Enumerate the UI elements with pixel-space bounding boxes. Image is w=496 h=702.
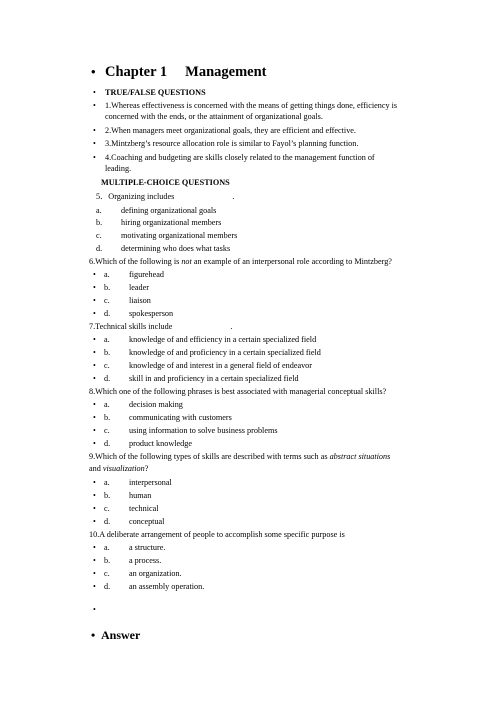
option-letter: b. [96,218,103,227]
option-text: spokesperson [129,309,174,318]
option-letter: a. [104,478,110,487]
question-stem: 5．Organizing includes [96,192,175,201]
option-text: a structure. [129,543,166,552]
bullet: • [93,569,96,578]
question-end: . [230,322,233,331]
question-stem: and [89,464,103,473]
bullet: • [93,296,96,305]
option-letter: a. [104,400,110,409]
bullet: • [93,361,96,370]
bullet: • [93,335,96,344]
option-letter: c. [104,361,110,370]
question-stem-end: ? [144,464,149,473]
option-text: knowledge of and interest in a general field of endeavor [129,361,313,370]
option-text: decision making [129,400,183,409]
option-text: determining who does what tasks [121,244,231,253]
option-letter: c. [104,426,110,435]
mc-question-8: 8.Which one of the following phrases is best associated with managerial conceptual skills? [89,387,387,396]
option-letter: d. [104,374,111,383]
option-letter: a. [96,206,102,215]
option-letter: c. [104,569,110,578]
option-text: hiring organizational members [121,218,222,227]
bullet: • [93,101,96,110]
option-letter: b. [104,413,111,422]
option-letter: c. [104,504,110,513]
option-text: communicating with customers [129,413,232,422]
tf-question-2: 2.When managers meet organizational goals, they are efficient and effective. [105,126,356,135]
question-end: . [232,192,235,201]
bullet: • [93,504,96,513]
bullet: • [93,400,96,409]
option-letter: b. [104,491,111,500]
question-emphasis: visualization [102,464,145,473]
option-text: technical [129,504,159,513]
option-letter: c. [104,296,110,305]
chapter-heading [91,64,267,81]
bullet: • [93,413,96,422]
option-text: an organization. [129,569,182,578]
option-text: an assembly operation. [129,582,205,591]
option-letter: d. [96,244,103,253]
mc-question-10: 10.A deliberate arrangement of people to accomplish some specific purpose is [89,530,345,539]
question-emphasis: abstract situations [329,452,391,461]
option-text: knowledge of and proficiency in a certain specialized field [129,348,321,357]
question-stem: 9.Which of the following types of skills are described with terms such as [89,452,330,461]
option-text: skill in and proficiency in a certain specialized field [129,374,299,383]
heading-bullet: • [91,64,96,79]
chapter-title: Management [185,64,267,80]
bullet: • [93,153,96,162]
option-text: liaison [129,296,151,305]
option-letter: a. [104,270,110,279]
tf-section-title: TRUE/FALSE QUESTIONS [105,88,206,97]
bullet: • [93,556,96,565]
mc-question-9 [89,452,390,462]
bullet: • [93,139,96,148]
option-text: product knowledge [129,439,192,448]
answer-heading [91,628,140,643]
bullet: • [93,517,96,526]
mc-question-9-cont [89,464,148,474]
bullet: • [93,582,96,591]
tf-question-1: 1.Whereas effectiveness is concerned with the means of getting things done, efficiency is [105,101,398,110]
mc-question-7 [89,322,232,332]
option-letter: c. [96,231,102,240]
bullet: • [93,491,96,500]
option-text: motivating organizational members [121,231,238,240]
mc-section-title: MULTIPLE-CHOICE QUESTIONS [101,178,230,187]
option-text: a process. [129,556,162,565]
bullet: • [93,439,96,448]
bullet: • [93,283,96,292]
option-letter: b. [104,348,111,357]
heading-bullet: • [91,628,96,642]
option-text: leader [129,283,149,292]
bullet: • [93,126,96,135]
option-text: human [129,491,152,500]
option-text: knowledge of and efficiency in a certain specialized field [129,335,317,344]
bullet: • [93,478,96,487]
option-text: interpersonal [129,478,172,487]
bullet: • [93,270,96,279]
bullet: • [93,605,96,614]
bullet: • [93,348,96,357]
mc-question-6 [89,257,392,267]
option-letter: d. [104,439,111,448]
option-text: figurehead [129,270,165,279]
option-text: defining organizational goals [121,206,217,215]
answer-title: Answer [101,628,141,642]
mc-question-5 [96,192,234,202]
question-emphasis: not [181,257,192,266]
tf-question-1-cont: concerned with the ends, or the attainment of organizational goals. [105,112,323,121]
option-letter: a. [104,543,110,552]
bullet: • [93,309,96,318]
bullet: • [93,374,96,383]
bullet: • [93,88,96,97]
option-letter: d. [104,309,111,318]
question-stem: 7.Technical skills include [89,322,173,331]
option-letter: b. [104,556,111,565]
chapter-number: Chapter 1 [105,64,168,80]
tf-question-3: 3.Mintzberg’s resource allocation role is similar to Fayol’s planning function. [105,139,359,148]
question-stem-end: an example of an interpersonal role according to Mintzberg? [191,257,392,266]
option-letter: a. [104,335,110,344]
option-letter: d. [104,582,111,591]
option-text: using information to solve business problems [129,426,278,435]
tf-question-4-cont: leading. [105,164,132,173]
option-text: conceptual [129,517,165,526]
option-letter: b. [104,283,111,292]
question-stem: 6.Which of the following is [89,257,182,266]
bullet: • [93,426,96,435]
bullet: • [93,543,96,552]
option-letter: d. [104,517,111,526]
tf-question-4: 4.Coaching and budgeting are skills closely related to the management function of [105,153,375,162]
